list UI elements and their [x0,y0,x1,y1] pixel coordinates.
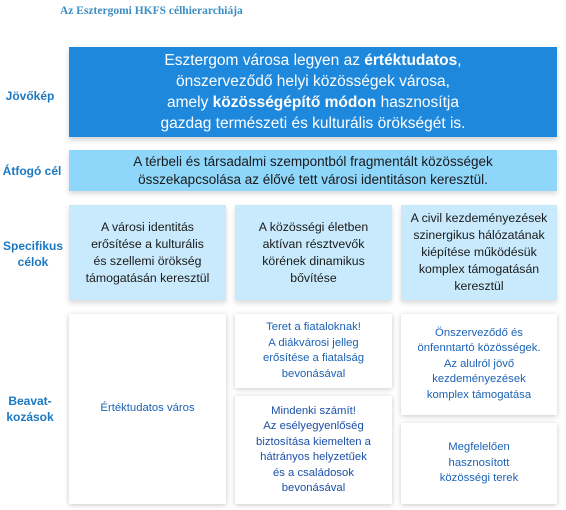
label-specific-goals [0,238,66,270]
label-vision [0,88,60,104]
label-overall-goal [0,163,64,179]
action-col2-top-text: Teret a fiataloknak! A diákvárosi jelleg erősítése a fiatalság bevonásával [262,321,365,380]
action-col2-bottom [235,396,392,504]
overall-goal-line2: összekapcsolása az élővé tett városi identitáson keresztül. [138,171,488,187]
action-col1-text: Értéktudatos város [100,402,195,415]
label-actions [0,393,60,425]
vision-line3: amely közösségépítő módon hasznosítja [166,94,459,111]
vision-box [69,47,557,137]
label-specific-line2: célok [17,255,49,269]
action-col3-top-text: Önszerveződő és önfenntartó közösségek. Az alulról jövő kezdeményezések komplex támogatása [417,326,541,401]
vision-text [161,50,466,134]
overall-goal-text [133,153,492,189]
vision-line1: Esztergom városa legyen az értéktudatos, [164,52,462,69]
specific-goal-3-text: A civil kezdeményezések szinergikus hálózatának kiépítése működésük komplex támogatásán keresztül [410,211,548,293]
action-col2-top [235,314,392,388]
specific-goal-1 [69,205,226,300]
label-actions-line2: kozások [6,410,54,424]
specific-goal-2-text: A közösségi életben aktívan résztvevők körének dinamikus bővítése [258,219,369,285]
action-col2-bottom-text: Mindenki számít! Az esélyegyenlőség biztosítása kiemelten a hátrányos helyzetűek és a családosok bevonásával [256,404,371,494]
specific-goal-3 [401,205,557,300]
label-actions-line1: Beavat- [8,394,52,408]
diagram-title: Az Esztergomi HKFS célhierarchiája [60,5,243,17]
vision-line2: önszerveződő helyi közösségek városa, [176,73,450,90]
action-col1 [69,314,226,504]
overall-goal-line1: A térbeli és társadalmi szempontból fragmentált közösségek [133,153,493,169]
label-vision-text: Jövőkép [5,89,55,103]
label-overall-goal-text: Átfogó cél [2,164,62,178]
specific-goal-2 [235,205,392,300]
action-col3-bottom-text: Megfelelően hasznosított közösségi terek [439,441,519,485]
label-specific-line1: Specifikus [2,239,64,253]
action-col3-top [401,314,557,415]
overall-goal-box [69,150,557,191]
specific-goal-1-text: A városi identitás erősítése a kulturális és szellemi örökség támogatásán keresztül [85,219,210,285]
action-col3-bottom [401,423,557,504]
vision-line4: gazdag természeti és kulturális örökségét is. [160,115,466,132]
